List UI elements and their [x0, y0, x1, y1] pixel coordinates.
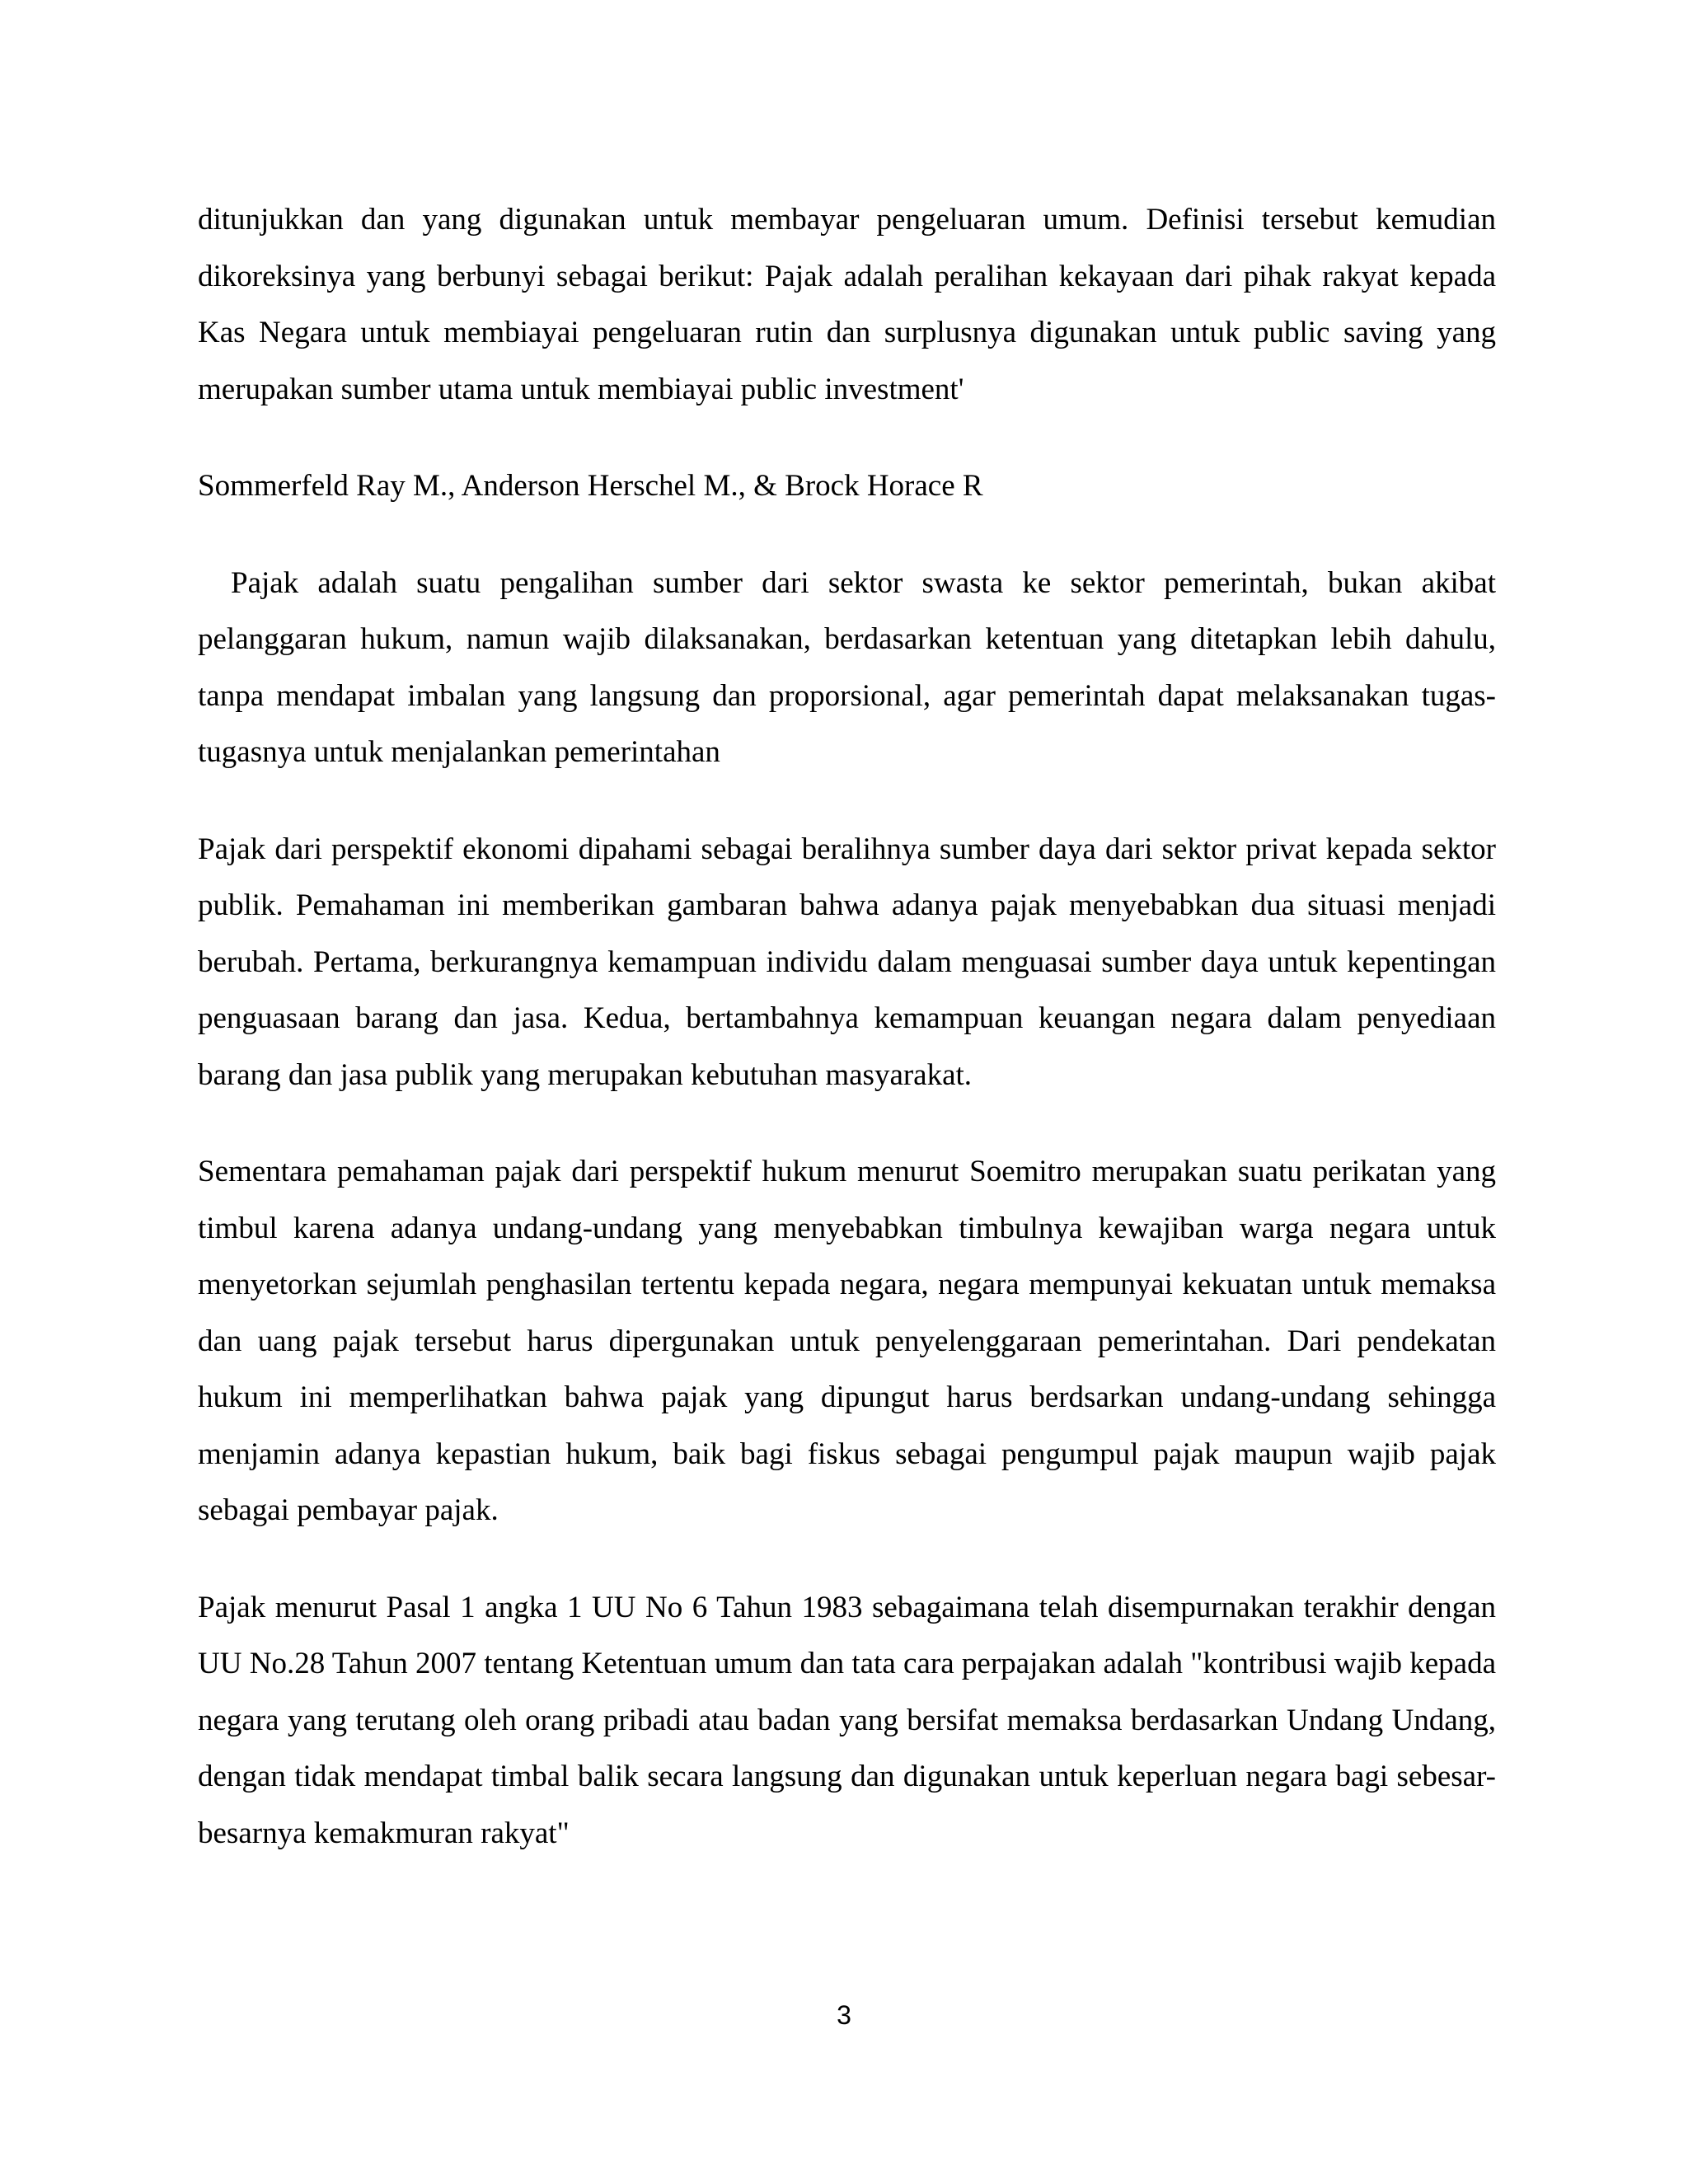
paragraph-tax-definition-continued: ditunjukkan dan yang digunakan untuk membayar pengeluaran umum. Definisi tersebut kemudian dikoreksinya yang berbunyi sebagai berikut: Pajak adalah peralihan kekayaan dari pihak rakyat kepada Kas Negara untuk membiayai pengeluaran rutin dan surplusnya digunakan untuk public saving yang merupakan sumber utama untuk membiayai public investment' — [198, 203, 1496, 406]
document-page — [198, 192, 1496, 1862]
paragraph-author-citation: Sommerfeld Ray M., Anderson Herschel M., & Brock Horace R — [198, 469, 983, 503]
paragraph-statutory-definition: Pajak menurut Pasal 1 angka 1 UU No 6 Tahun 1983 sebagaimana telah disempurnakan terakhir dengan UU No.28 Tahun 2007 tentang Ketentuan umum dan tata cara perpajakan adalah "kontribusi wajib kepada negara yang terutang oleh orang pribadi atau badan yang bersifat memaksa berdasarkan Undang Undang, dengan tidak mendapat timbal balik secara langsung dan digunakan untuk keperluan negara bagi sebesar-besarnya kemakmuran rakyat" — [198, 1590, 1496, 1850]
paragraph-sommerfeld-definition: Pajak adalah suatu pengalihan sumber dari sektor swasta ke sektor pemerintah, bukan akibat pelanggaran hukum, namun wajib dilaksanakan, berdasarkan ketentuan yang ditetapkan lebih dahulu, tanpa mendapat imbalan yang langsung dan proporsional, agar pemerintah dapat melaksanakan tugas-tugasnya untuk menjalankan pemerintahan — [198, 565, 1496, 769]
paragraph-legal-perspective: Sementara pemahaman pajak dari perspektif hukum menurut Soemitro merupakan suatu perikatan yang timbul karena adanya undang-undang yang menyebabkan timbulnya kewajiban warga negara untuk menyetorkan sejumlah penghasilan tertentu kepada negara, negara mempunyai kekuatan untuk memaksa dan uang pajak tersebut harus dipergunakan untuk penyelenggaraan pemerintahan. Dari pendekatan hukum ini memperlihatkan bahwa pajak yang dipungut harus berdsarkan undang-undang sehingga menjamin adanya kepastian hukum, baik bagi fiskus sebagai pengumpul pajak maupun wajib pajak sebagai pembayar pajak. — [198, 1155, 1496, 1527]
page-number: 3 — [837, 2000, 851, 2030]
paragraph-economic-perspective: Pajak dari perspektif ekonomi dipahami sebagai beralihnya sumber daya dari sektor privat kepada sektor publik. Pemahaman ini memberikan gambaran bahwa adanya pajak menyebabkan dua situasi menjadi berubah. Pertama, berkurangnya kemampuan individu dalam menguasai sumber daya untuk kepentingan penguasaan barang dan jasa. Kedua, bertambahnya kemampuan keuangan negara dalam penyediaan barang dan jasa publik yang merupakan kebutuhan masyarakat. — [198, 832, 1496, 1092]
